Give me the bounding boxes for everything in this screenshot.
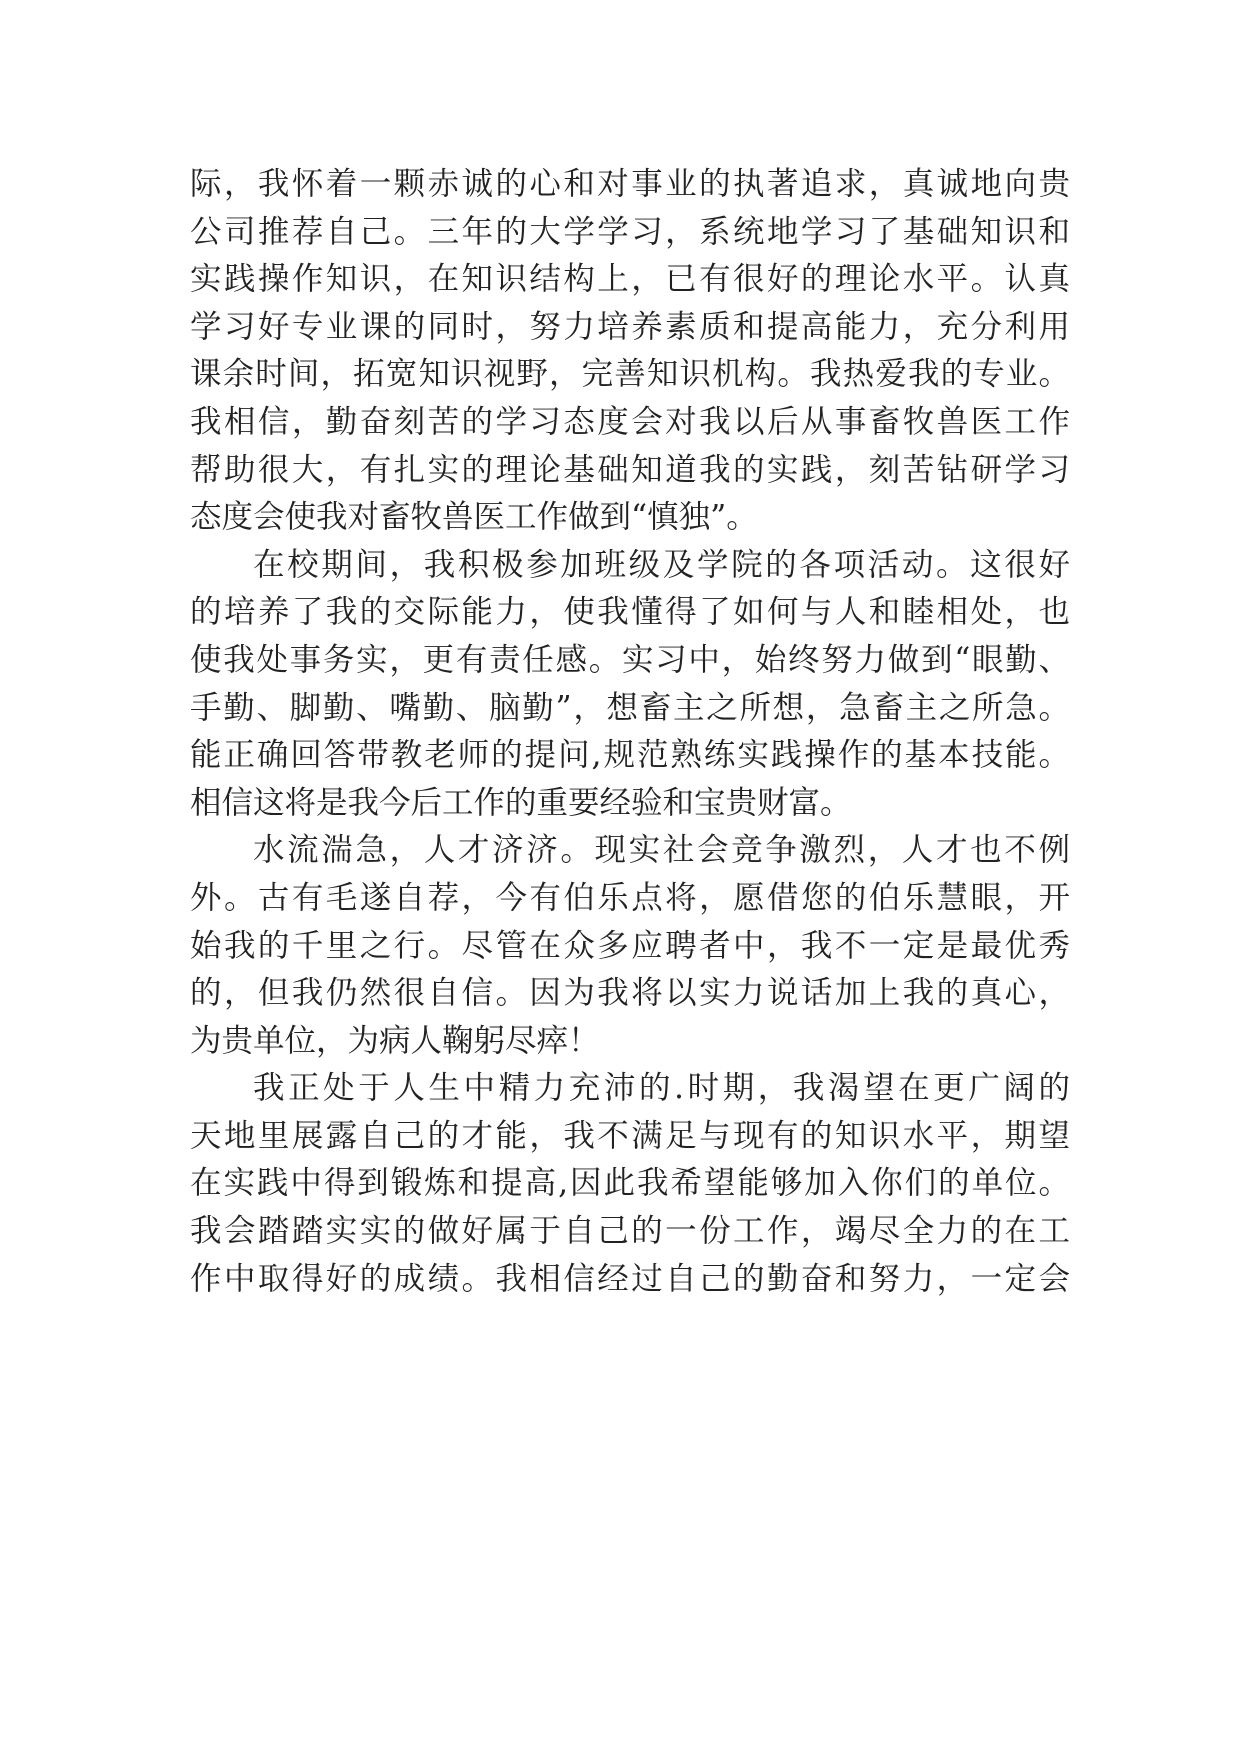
text-line: 始我的千里之行。尽管在众多应聘者中，我不一定是最优秀 bbox=[190, 927, 1070, 964]
paragraph-first-line: 水流湍急，人才济济。现实社会竞争激烈，人才也不例 bbox=[253, 832, 1070, 869]
text-line: 实践操作知识，在知识结构上，已有很好的理论水平。认真 bbox=[190, 261, 1070, 298]
text-line: 相信这将是我今后工作的重要经验和宝贵财富。 bbox=[190, 784, 852, 821]
text-line: 作中取得好的成绩。我相信经过自己的勤奋和努力，一定会 bbox=[190, 1260, 1070, 1297]
text-line: 手勤、脚勤、嘴勤、脑勤”，想畜主之所想，急畜主之所急。 bbox=[190, 689, 1070, 726]
text-line: 公司推荐自己。三年的大学学习，系统地学习了基础知识和 bbox=[190, 213, 1070, 250]
document-body bbox=[190, 161, 1070, 1303]
text-line: 帮助很大，有扎实的理论基础知道我的实践，刻苦钻研学习 bbox=[190, 451, 1070, 488]
text-line: 态度会使我对畜牧兽医工作做到“慎独”。 bbox=[190, 499, 758, 536]
text-line: 我会踏踏实实的做好属于自己的一份工作，竭尽全力的在工 bbox=[190, 1213, 1070, 1250]
text-line: 能正确回答带教老师的提问,规范熟练实践操作的基本技能。 bbox=[190, 737, 1070, 774]
text-line: 的，但我仍然很自信。因为我将以实力说话加上我的真心， bbox=[190, 975, 1070, 1012]
text-line: 课余时间，拓宽知识视野，完善知识机构。我热爱我的专业。 bbox=[190, 356, 1070, 393]
text-line: 为贵单位，为病人鞠躬尽瘁！ bbox=[190, 1022, 600, 1059]
text-line: 的培养了我的交际能力，使我懂得了如何与人和睦相处，也 bbox=[190, 594, 1070, 631]
text-line: 天地里展露自己的才能，我不满足与现有的知识水平，期望 bbox=[190, 1117, 1070, 1154]
text-line: 际，我怀着一颗赤诚的心和对事业的执著追求，真诚地向贵 bbox=[190, 166, 1070, 202]
paragraph-first-line: 在校期间，我积极参加班级及学院的各项活动。这很好 bbox=[253, 546, 1070, 583]
text-line: 在实践中得到锻炼和提高,因此我希望能够加入你们的单位。 bbox=[190, 1165, 1070, 1202]
paragraph-first-line: 我正处于人生中精力充沛的.时期，我渴望在更广阔的 bbox=[253, 1070, 1070, 1107]
text-line: 外。古有毛遂自荐，今有伯乐点将，愿借您的伯乐慧眼，开 bbox=[190, 879, 1070, 916]
text-line: 我相信，勤奋刻苦的学习态度会对我以后从事畜牧兽医工作 bbox=[190, 403, 1070, 440]
text-line: 使我处事务实，更有责任感。实习中，始终努力做到“眼勤、 bbox=[190, 641, 1070, 678]
text-line: 学习好专业课的同时，努力培养素质和提高能力，充分利用 bbox=[190, 308, 1070, 345]
